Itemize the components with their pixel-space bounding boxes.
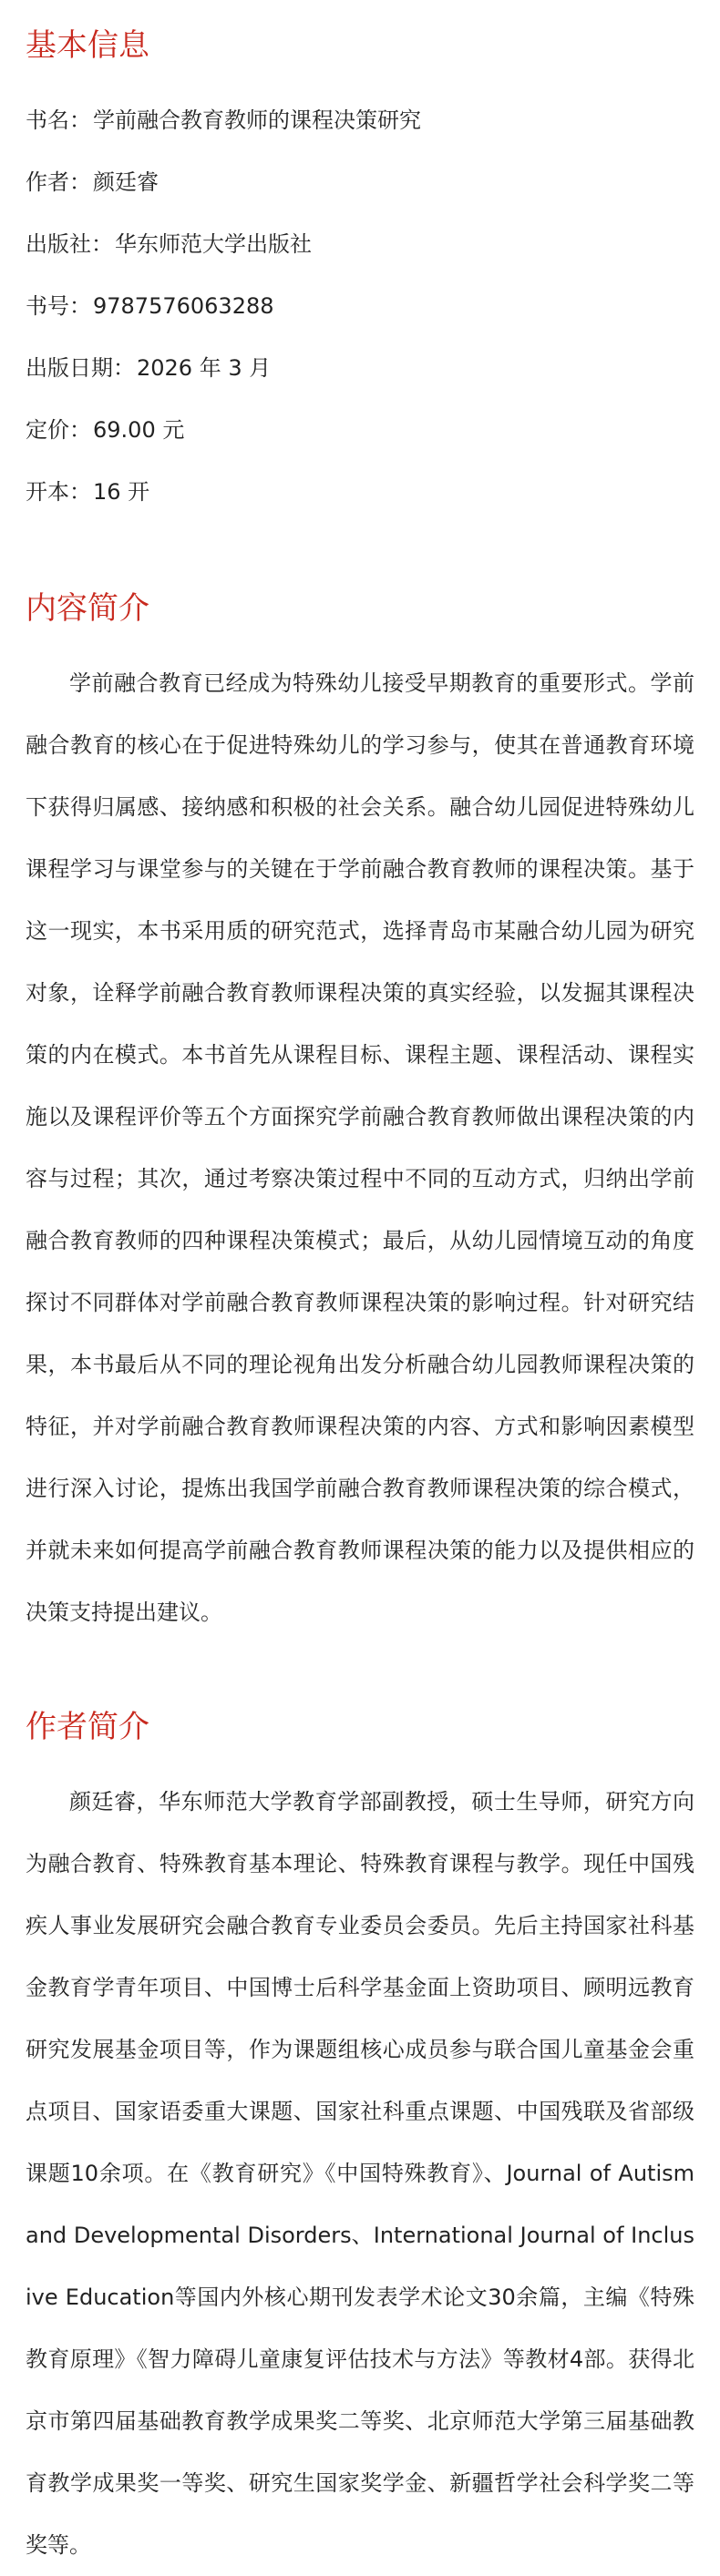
info-value: 学前融合教育教师的课程决策研究 [93,107,421,133]
summary-heading: 内容简介 [26,590,149,627]
basic-info-list [26,89,694,523]
info-value: 2026 年 3 月 [137,355,272,381]
info-item-publish-date [26,337,694,399]
info-label: 出版日期： [26,355,135,381]
basic-info-heading: 基本信息 [26,27,149,64]
info-label: 开本： [26,479,91,505]
info-label: 作者： [26,169,91,195]
info-item-publisher [26,213,694,275]
author-heading: 作者简介 [26,1709,149,1745]
author-paragraph: 颜廷睿，华东师范大学教育学部副教授，硕士生导师，研究方向为融合教育、特殊教育基本理论、特殊教育课程与教学。现任中国残疾人事业发展研究会融合教育专业委员会委员。先后主持国家社科基金教育学青年项目、中国博士后科学基金面上资助项目、顾明远教育研究发展基金项目等，作为课题组核心成员参与联合国儿童基金会重点项目、国家语委重大课题、国家社科重点课题、中国残联及省部级课题10余项。在《教育研究》《中国特殊教育》、Journal of Autism and Developmental Disorders、International Journal of Inclusive Education等国内外核心期刊发表学术论文30余篇，主编《特殊教育原理》《智力障碍儿童康复评估技术与方法》等教材4部。获得北京市第四届基础教育教学成果奖二等奖、北京师范大学第三届基础教育教学成果奖一等奖、研究生国家奖学金、新疆哲学社会科学奖二等奖等。 [26,1789,694,2558]
info-item-author [26,151,694,213]
info-item-title [26,89,694,151]
info-label: 书号： [26,293,91,319]
info-item-isbn [26,275,694,337]
info-value: 颜廷睿 [93,169,159,195]
info-value: 9787576063288 [93,293,274,319]
info-label: 出版社： [26,231,113,257]
author-section [26,1709,694,2576]
info-value: 16 开 [93,479,150,505]
info-value: 华东师范大学出版社 [115,231,312,257]
summary-section [26,590,694,1643]
info-item-format [26,461,694,523]
summary-paragraph: 学前融合教育已经成为特殊幼儿接受早期教育的重要形式。学前融合教育的核心在于促进特殊幼儿的学习参与，使其在普通教育环境下获得归属感、接纳感和积极的社会关系。融合幼儿园促进特殊幼儿课程学习与课堂参与的关键在于学前融合教育教师的课程决策。基于这一现实，本书采用质的研究范式，选择青岛市某融合幼儿园为研究对象，诠释学前融合教育教师课程决策的真实经验，以发掘其课程决策的内在模式。本书首先从课程目标、课程主题、课程活动、课程实施以及课程评价等五个方面探究学前融合教育教师做出课程决策的内容与过程；其次，通过考察决策过程中不同的互动方式，归纳出学前融合教育教师的四种课程决策模式；最后，从幼儿园情境互动的角度探讨不同群体对学前融合教育教师课程决策的影响过程。针对研究结果，本书最后从不同的理论视角出发分析融合幼儿园教师课程决策的特征，并对学前融合教育教师课程决策的内容、方式和影响因素模型进行深入讨论，提炼出我国学前融合教育教师课程决策的综合模式，并就未来如何提高学前融合教育教师课程决策的能力以及提供相应的决策支持提出建议。 [26,670,694,1625]
basic-info-section [26,27,694,523]
info-value: 69.00 元 [93,417,185,443]
info-label: 定价： [26,417,91,443]
info-item-price [26,399,694,461]
info-label: 书名： [26,107,91,133]
